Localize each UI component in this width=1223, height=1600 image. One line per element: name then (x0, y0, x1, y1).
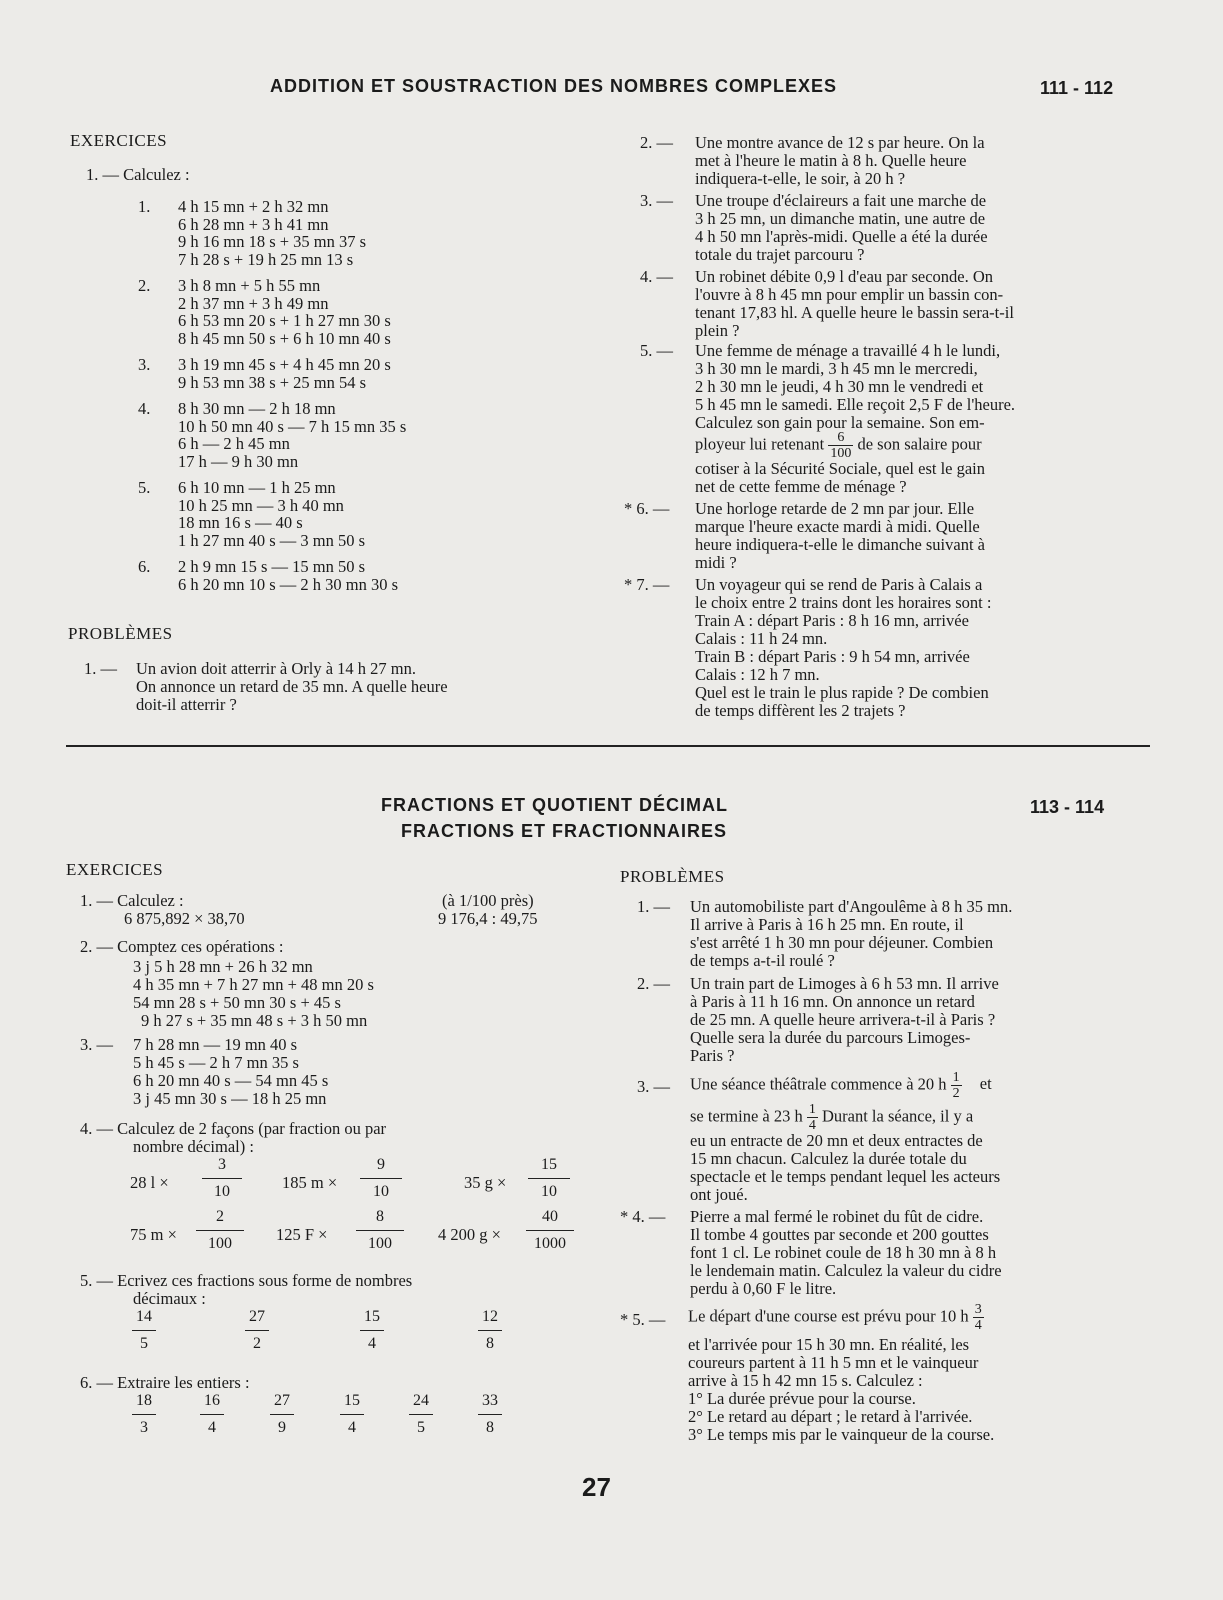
fraction-bar (340, 1414, 364, 1415)
fraction-bar (478, 1414, 502, 1415)
fraction (196, 1208, 244, 1253)
fraction (478, 1392, 502, 1437)
problem-number: 5. — (640, 341, 673, 360)
numerator: 1 (808, 1102, 816, 1117)
denominator: 5 (140, 1335, 148, 1352)
text-line: Calculez son gain pour la semaine. Son em- (695, 413, 985, 432)
problem-body (690, 898, 1128, 970)
problem-body (695, 576, 1130, 720)
exercise-line: 6 h 53 mn 20 s + 1 h 27 mn 30 s (178, 311, 391, 330)
fraction (356, 1208, 404, 1253)
b-exercise-1-b: 9 176,4 : 49,75 (438, 909, 538, 928)
fraction (360, 1156, 402, 1201)
exercise-line: 8 h 30 mn — 2 h 18 mn (178, 399, 336, 418)
exercise-line: 18 mn 16 s — 40 s (178, 513, 303, 532)
problem-number: 2. — (637, 974, 670, 993)
problem-body (695, 342, 1130, 432)
text-segment: Le départ d'une course est prévu pour 10 h (688, 1306, 969, 1326)
text-line: Train B : départ Paris : 9 h 54 mn, arrivée (695, 647, 970, 666)
problem-number: 3. — (640, 191, 673, 210)
problemes-heading-bottom: PROBLÈMES (620, 867, 725, 886)
problem-5-body (688, 1336, 1128, 1444)
denominator: 10 (541, 1183, 557, 1200)
exercise-line: 6 h 10 mn — 1 h 25 mn (178, 478, 336, 497)
text-line: 2° Le retard au départ ; le retard à l'arrivée. (688, 1407, 973, 1426)
b-exercise-1-precision: (à 1/100 près) (442, 891, 534, 910)
problem-number: 1. — (637, 897, 670, 916)
text-line: 1° La durée prévue pour la course. (688, 1389, 916, 1408)
denominator: 4 (808, 1118, 816, 1133)
problem-body (695, 460, 1130, 496)
exercise-line: 6 h 20 mn 10 s — 2 h 30 mn 30 s (178, 574, 399, 594)
problem-3-body (690, 1132, 1128, 1204)
denominator: 9 (278, 1419, 286, 1436)
text-line: cotiser à la Sécurité Sociale, quel est le gain (695, 459, 986, 478)
text-line: à Paris à 11 h 16 mn. On annonce un retard (690, 992, 975, 1011)
text-line: le choix entre 2 trains dont les horaires sont : (695, 593, 992, 612)
denominator: 4 (348, 1419, 356, 1436)
problem-number: * 4. — (620, 1207, 666, 1226)
product-prefix: 185 m × (282, 1173, 338, 1192)
text-line: 3 h 25 mn, un dimanche matin, une autre de (695, 209, 986, 228)
text-line: Calais : 11 h 24 mn. (695, 629, 828, 648)
text-line: indiquera-t-elle, le soir, à 20 h ? (695, 169, 906, 188)
page-number: 27 (582, 1472, 611, 1502)
problem-number: * 7. — (624, 575, 670, 594)
problem-body (695, 500, 1130, 572)
text-segment: ployeur lui retenant (695, 434, 825, 454)
fraction (245, 1308, 269, 1353)
exercise-item-number: 6. (138, 557, 151, 576)
b-exercise-3-line: 7 h 28 mn — 19 mn 40 s (133, 1035, 298, 1054)
text-line: s'est arrêté 1 h 30 mn pour déjeuner. Combien (690, 933, 994, 952)
fraction-bar (132, 1414, 156, 1415)
b-exercise-4-label: 4. — Calculez de 2 façons (par fraction ou par (80, 1119, 387, 1138)
denominator: 3 (140, 1419, 148, 1436)
exercise-line: 9 h 16 mn 18 s + 35 mn 37 s (178, 232, 367, 251)
text-line: coureurs partent à 11 h 5 mn et le vainqueur (688, 1353, 979, 1372)
exercise-item-number: 5. (138, 478, 151, 497)
fraction (360, 1308, 384, 1353)
numerator: 12 (482, 1308, 498, 1325)
denominator: 100 (830, 446, 852, 461)
text-line: eu un entracte de 20 mn et deux entractes de (690, 1131, 983, 1150)
text-line: 3 h 30 mn le mardi, 3 h 45 mn le mercredi, (695, 359, 978, 378)
fraction-bar (360, 1330, 384, 1331)
problem-body (695, 192, 1130, 264)
text-line: 2 h 30 mn le jeudi, 4 h 30 mn le vendredi et (695, 377, 984, 396)
text-line: Un automobiliste part d'Angoulême à 8 h 35 mn. (690, 897, 1013, 916)
numerator: 27 (249, 1308, 265, 1325)
fraction (528, 1156, 570, 1201)
denominator: 4 (208, 1419, 216, 1436)
text-line: Un voyageur qui se rend de Paris à Calais a (695, 575, 983, 594)
problem-body (690, 1208, 1128, 1298)
text-line: midi ? (695, 553, 737, 572)
numerator: 24 (413, 1392, 429, 1409)
text-line: plein ? (695, 321, 740, 340)
text-line: doit-il atterrir ? (136, 695, 237, 714)
b-exercise-3-label: 3. — (80, 1035, 113, 1054)
fraction (409, 1392, 433, 1437)
fraction-1-2 (951, 1070, 962, 1101)
text-line: de 25 mn. A quelle heure arrivera-t-il à Paris ? (690, 1010, 996, 1029)
b-exercise-4-label-2: nombre décimal) : (133, 1137, 254, 1156)
text-line: Il arrive à Paris à 16 h 25 mn. En route, il (690, 915, 964, 934)
text-segment: de son salaire pour (857, 434, 982, 454)
fraction-bar (478, 1330, 502, 1331)
exercise-line: 4 h 15 mn + 2 h 32 mn (178, 197, 329, 216)
exercices-heading-bottom: EXERCICES (66, 860, 164, 879)
text-line: l'ouvre à 8 h 45 mn pour emplir un bassin con- (695, 285, 1004, 304)
text-line: Quelle sera la durée du parcours Limoges- (690, 1028, 971, 1047)
fraction-bar (409, 1414, 433, 1415)
denominator: 2 (253, 1335, 261, 1352)
text-line: Un robinet débite 0,9 l d'eau par seconde. On (695, 267, 994, 286)
text-line: Pierre a mal fermé le robinet du fût de cidre. (690, 1207, 984, 1226)
numerator: 18 (136, 1392, 152, 1409)
numerator: 15 (541, 1156, 557, 1173)
numerator: 15 (364, 1308, 380, 1325)
problemes-heading-top: PROBLÈMES (68, 624, 173, 643)
denominator: 10 (373, 1183, 389, 1200)
product-prefix: 35 g × (464, 1173, 507, 1192)
b-exercise-5-label-2: décimaux : (133, 1289, 206, 1308)
numerator: 3 (974, 1302, 982, 1317)
problem-body (695, 134, 1130, 188)
b-exercise-6-label: 6. — Extraire les entiers : (80, 1373, 250, 1392)
b-exercise-1-a: 6 875,892 × 38,70 (124, 909, 245, 928)
denominator: 4 (368, 1335, 376, 1352)
fraction-6-100 (828, 430, 853, 461)
page-ref-top: 111 - 112 (1040, 78, 1114, 98)
text-line: Un avion doit atterrir à Orly à 14 h 27 mn. (136, 659, 416, 678)
exercise-1-label: 1. — Calculez : (86, 165, 190, 184)
fraction (526, 1208, 574, 1253)
text-line: Calais : 12 h 7 mn. (695, 665, 820, 684)
denominator: 8 (486, 1335, 494, 1352)
problem-number: * 5. — (620, 1310, 666, 1329)
text-segment: Une séance théâtrale commence à 20 h (690, 1074, 947, 1094)
text-line: Il tombe 4 gouttes par seconde et 200 gouttes (690, 1225, 989, 1244)
numerator: 6 (828, 430, 853, 446)
exercices-heading-top: EXERCICES (70, 131, 168, 150)
exercise-line: 2 h 9 mn 15 s — 15 mn 50 s (178, 557, 366, 576)
exercise-line: 3 h 19 mn 45 s + 4 h 45 mn 20 s (178, 355, 391, 374)
numerator: 3 (218, 1156, 226, 1173)
fraction (478, 1308, 502, 1353)
b-exercise-1-label: 1. — Calculez : (80, 891, 184, 910)
problem-3-line-2 (690, 1102, 1128, 1133)
text-line: totale du trajet parcouru ? (695, 245, 865, 264)
text-line: Un train part de Limoges à 6 h 53 mn. Il arrive (690, 974, 999, 993)
fraction (132, 1308, 156, 1353)
text-line: Paris ? (690, 1046, 735, 1065)
problem-number: 4. — (640, 267, 673, 286)
exercise-line: 7 h 28 s + 19 h 25 mn 13 s (178, 249, 354, 269)
text-line: arrive à 15 h 42 mn 15 s. Calculez : (688, 1371, 923, 1390)
fraction-bar (200, 1414, 224, 1415)
text-line: 5 h 45 mn le samedi. Elle reçoit 2,5 F de l'heure. (695, 395, 1016, 414)
product-prefix: 125 F × (276, 1225, 328, 1244)
text-line: Train A : départ Paris : 8 h 16 mn, arrivée (695, 611, 969, 630)
text-line: met à l'heure le matin à 8 h. Quelle heure (695, 151, 967, 170)
exercise-line: 8 h 45 mn 50 s + 6 h 10 mn 40 s (178, 328, 391, 348)
numerator: 16 (204, 1392, 220, 1409)
text-line: 4 h 50 mn l'après-midi. Quelle a été la durée (695, 227, 988, 246)
problem-body (690, 975, 1128, 1065)
b-exercise-3-line: 3 j 45 mn 30 s — 18 h 25 mn (133, 1089, 327, 1108)
text-line: On annonce un retard de 35 mn. A quelle heure (136, 677, 448, 696)
denominator: 5 (417, 1419, 425, 1436)
section-title-fractions-2: FRACTIONS ET FRACTIONNAIRES (401, 821, 727, 841)
problem-3-line-1 (690, 1070, 1128, 1101)
b-exercise-2-label: 2. — Comptez ces opérations : (80, 937, 284, 956)
text-line: tenant 17,83 hl. A quelle heure le bassin sera-t-il (695, 303, 1014, 322)
section-title-fractions-1: FRACTIONS ET QUOTIENT DÉCIMAL (381, 795, 728, 815)
exercise-line: 17 h — 9 h 30 mn (178, 451, 299, 471)
exercise-line: 2 h 37 mn + 3 h 49 mn (178, 293, 329, 313)
exercise-item-number: 4. (138, 399, 151, 418)
numerator: 15 (344, 1392, 360, 1409)
b-exercise-2-line: 3 j 5 h 28 mn + 26 h 32 mn (133, 957, 313, 976)
numerator: 2 (216, 1208, 224, 1225)
denominator: 100 (368, 1235, 392, 1252)
fraction-bar (132, 1330, 156, 1331)
numerator: 33 (482, 1392, 498, 1409)
text-line: Une femme de ménage a travaillé 4 h le lundi, (695, 341, 1001, 360)
text-segment: se termine à 23 h (690, 1106, 803, 1126)
text-segment: Durant la séance, il y a (821, 1106, 974, 1126)
denominator: 100 (208, 1235, 232, 1252)
text-line: marque l'heure exacte mardi à midi. Quelle (695, 517, 980, 536)
b-exercise-2-line: 9 h 27 s + 35 mn 48 s + 3 h 50 mn (141, 1011, 368, 1030)
fraction (202, 1156, 242, 1201)
numerator: 1 (952, 1070, 960, 1085)
product-prefix: 4 200 g × (438, 1225, 501, 1244)
denominator: 8 (486, 1419, 494, 1436)
numerator: 27 (274, 1392, 290, 1409)
text-line: 15 mn chacun. Calculez la durée totale du (690, 1149, 967, 1168)
text-segment: et (979, 1074, 992, 1094)
exercise-item-number: 3. (138, 355, 151, 374)
section-title-complexes: ADDITION ET SOUSTRACTION DES NOMBRES COMPLEXES (270, 76, 838, 96)
text-line: Une troupe d'éclaireurs a fait une marche de (695, 191, 987, 210)
problem-5-line-1 (688, 1302, 1128, 1333)
fraction (270, 1392, 294, 1437)
numerator: 9 (377, 1156, 385, 1173)
b-exercise-3-line: 5 h 45 s — 2 h 7 mn 35 s (133, 1053, 299, 1072)
page-ref-bottom: 113 - 114 (1030, 797, 1105, 817)
fraction-1-4 (807, 1102, 818, 1133)
exercise-item-number: 1. (138, 197, 151, 216)
text-line: heure indiquera-t-elle le dimanche suivant à (695, 535, 985, 554)
problem-5-fraction-line (695, 430, 1130, 461)
text-line: de temps a-t-il roulé ? (690, 951, 835, 970)
b-exercise-3-line: 6 h 20 mn 40 s — 54 mn 45 s (133, 1071, 329, 1090)
exercise-line: 3 h 8 mn + 5 h 55 mn (178, 276, 321, 295)
text-line: ont joué. (690, 1185, 748, 1204)
problem-number: 2. — (640, 133, 673, 152)
denominator: 1000 (534, 1235, 566, 1252)
text-line: Quel est le train le plus rapide ? De combien (695, 683, 989, 702)
fraction-bar (270, 1414, 294, 1415)
text-line: Une horloge retarde de 2 mn par jour. Elle (695, 499, 975, 518)
exercise-line: 9 h 53 mn 38 s + 25 mn 54 s (178, 372, 367, 392)
exercise-line: 6 h — 2 h 45 mn (178, 434, 290, 453)
numerator: 40 (542, 1208, 558, 1225)
exercise-line: 1 h 27 mn 40 s — 3 mn 50 s (178, 530, 366, 550)
text-line: le lendemain matin. Calculez la valeur du cidre (690, 1261, 1002, 1280)
text-line: et l'arrivée pour 15 h 30 mn. En réalité, les (688, 1335, 970, 1354)
denominator: 10 (214, 1183, 230, 1200)
product-prefix: 75 m × (130, 1225, 177, 1244)
product-prefix: 28 l × (130, 1173, 169, 1192)
b-exercise-2-line: 4 h 35 mn + 7 h 27 mn + 48 mn 20 s (133, 975, 374, 994)
numerator: 8 (376, 1208, 384, 1225)
text-line: de temps diffèrent les 2 trajets ? (695, 701, 906, 720)
fraction (340, 1392, 364, 1437)
problem-number: 3. — (637, 1077, 670, 1096)
exercise-line: 10 h 25 mn — 3 h 40 mn (178, 495, 344, 515)
problem-number: 1. — (84, 659, 117, 678)
text-line: 3° Le temps mis par le vainqueur de la course. (688, 1425, 995, 1444)
problem-number: * 6. — (624, 499, 670, 518)
fraction (132, 1392, 156, 1437)
text-line: spectacle et le temps pendant lequel les acteurs (690, 1167, 1001, 1186)
problem-body (695, 268, 1130, 340)
text-line: perdu à 0,60 F le litre. (690, 1279, 837, 1298)
section-divider (66, 745, 1150, 747)
denominator: 2 (952, 1086, 960, 1101)
exercise-line: 10 h 50 mn 40 s — 7 h 15 mn 35 s (178, 416, 407, 436)
fraction-bar (245, 1330, 269, 1331)
numerator: 14 (136, 1308, 152, 1325)
b-exercise-5-label: 5. — Ecrivez ces fractions sous forme de nombres (80, 1271, 413, 1290)
text-line: Une montre avance de 12 s par heure. On la (695, 133, 985, 152)
exercise-item-number: 2. (138, 276, 151, 295)
text-line: net de cette femme de ménage ? (695, 477, 907, 496)
fraction-3-4 (973, 1302, 984, 1333)
b-exercise-2-line: 54 mn 28 s + 50 mn 30 s + 45 s (133, 993, 341, 1012)
exercise-line: 6 h 28 mn + 3 h 41 mn (178, 214, 329, 234)
denominator: 4 (974, 1318, 982, 1333)
fraction (200, 1392, 224, 1437)
text-line: font 1 cl. Le robinet coule de 18 h 30 mn à 8 h (690, 1243, 997, 1262)
